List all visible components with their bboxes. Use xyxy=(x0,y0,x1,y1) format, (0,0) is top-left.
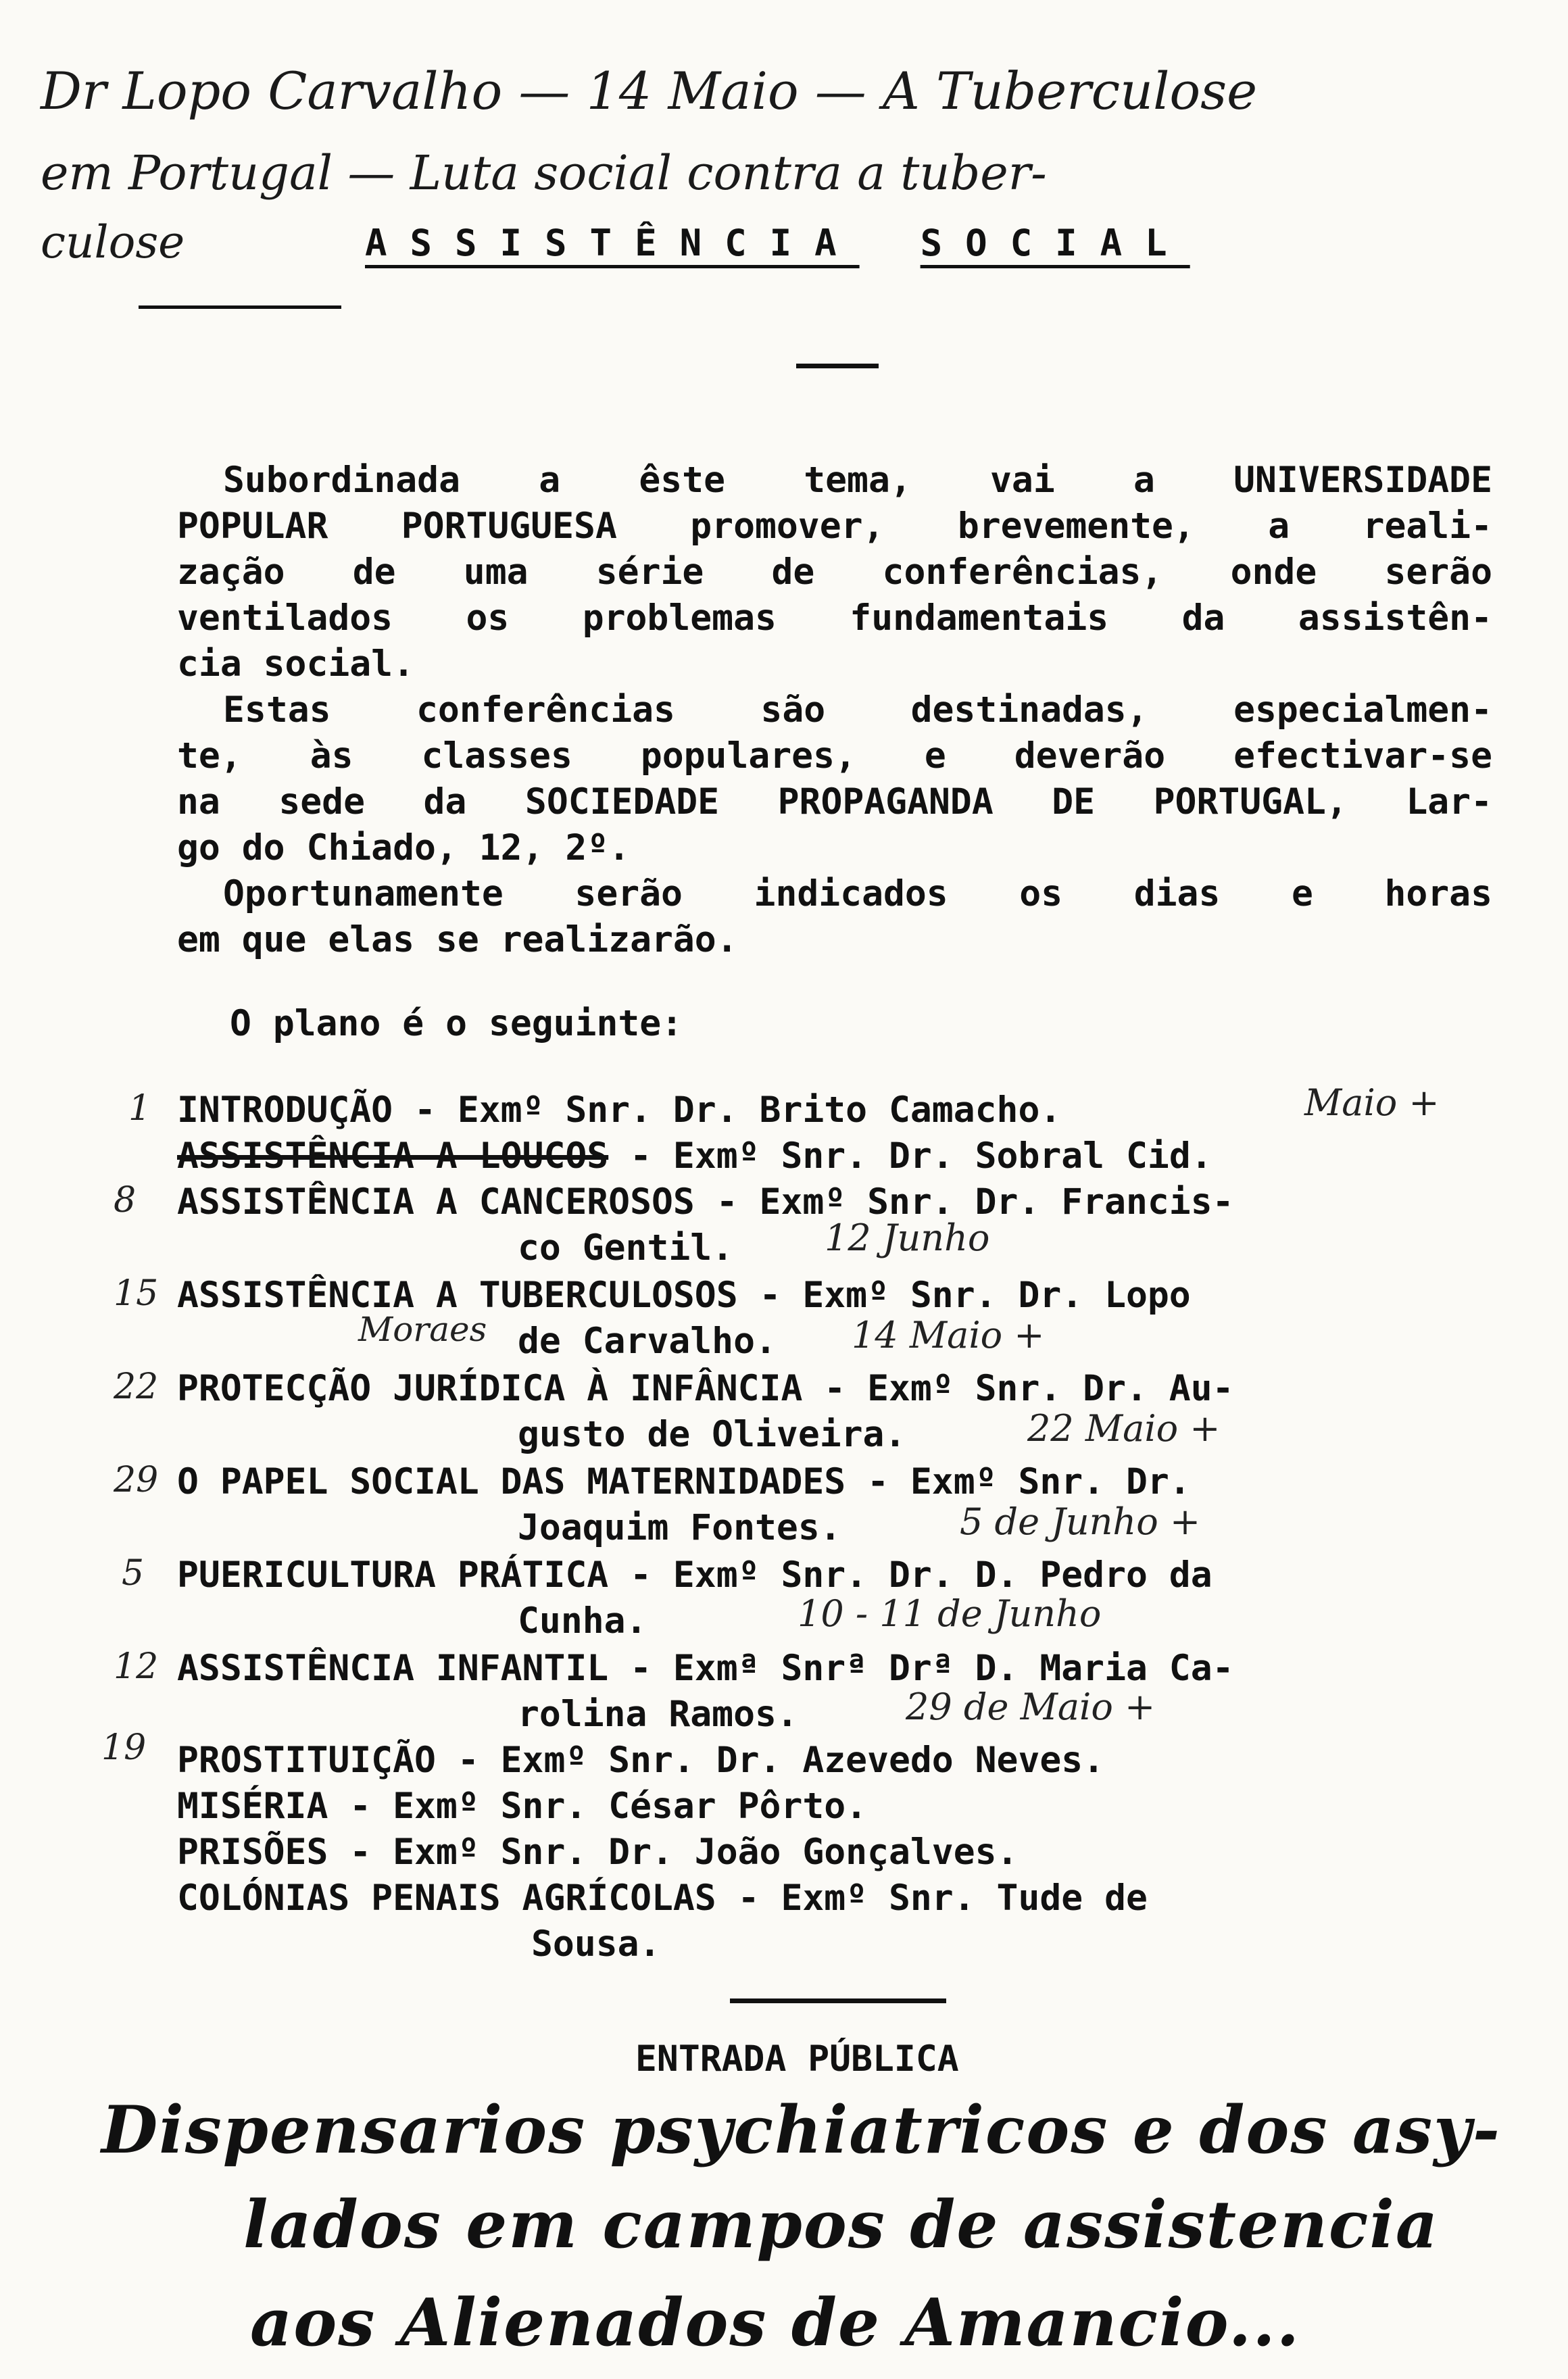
plan-item-continuation: rolina Ramos. xyxy=(518,1694,798,1735)
plan-number: 5 xyxy=(122,1553,145,1594)
plan-date-note: 14 Maio + xyxy=(852,1314,1045,1356)
struck-text: ASSISTÊNCIA A LOUCOS xyxy=(177,1135,609,1177)
intro-line: te, às classes populares, e deverão efectivar-se xyxy=(177,735,1492,777)
footer-divider xyxy=(730,1998,946,2003)
plan-date-note: 10 - 11 de Junho xyxy=(798,1592,1102,1635)
intro-line: Subordinada a êste tema, vai a UNIVERSIDADE xyxy=(223,460,1492,501)
plan-date-note: 29 de Maio + xyxy=(906,1686,1156,1728)
plan-item-speaker: - Exmº Snr. Dr. Sobral Cid. xyxy=(608,1135,1212,1177)
plan-number: 15 xyxy=(114,1273,159,1314)
handwritten-note-line-2: em Portugal — Luta social contra a tuber- xyxy=(41,145,1047,201)
plan-item-title: O PAPEL SOCIAL DAS MATERNIDADES - Exmº Snr. Dr. xyxy=(177,1461,1191,1502)
plan-item-continuation: Cunha. xyxy=(518,1600,647,1642)
handwritten-footer-line-3: aos Alienados de Amancio... xyxy=(250,2284,1301,2361)
title-divider xyxy=(796,364,879,368)
plan-item-title: ASSISTÊNCIA INFANTIL - Exmª Snrª Drª D. Maria Ca- xyxy=(177,1648,1234,1689)
plan-item-title: PROTECÇÃO JURÍDICA À INFÂNCIA - Exmº Snr. Dr. Au- xyxy=(177,1368,1234,1409)
plan-number: 29 xyxy=(114,1460,159,1500)
intro-line: POPULAR PORTUGUESA promover, brevemente, a reali- xyxy=(177,506,1492,547)
plan-number: 8 xyxy=(114,1180,137,1221)
plan-item-continuation: gusto de Oliveira. xyxy=(518,1414,906,1455)
plan-item-title: PRISÕES - Exmº Snr. Dr. João Gonçalves. xyxy=(177,1832,1019,1873)
plan-correction-note: Moraes xyxy=(358,1310,487,1349)
note-underline xyxy=(139,305,341,309)
intro-line: zação de uma série de conferências, onde serão xyxy=(177,551,1492,593)
title-part-2: SOCIAL xyxy=(920,222,1190,264)
page-title xyxy=(365,222,1190,264)
handwritten-note-line-1: Dr Lopo Carvalho — 14 Maio — A Tuberculose xyxy=(41,61,1258,121)
plan-item-title: MISÉRIA - Exmº Snr. César Pôrto. xyxy=(177,1786,868,1827)
plan-item-continuation: co Gentil. xyxy=(518,1227,734,1269)
plan-date-note: 12 Junho xyxy=(825,1217,990,1259)
plan-item-continuation: Joaquim Fontes. xyxy=(518,1507,841,1548)
plan-date-note: Maio + xyxy=(1304,1081,1440,1124)
plan-number: 1 xyxy=(128,1088,151,1129)
intro-line: go do Chiado, 12, 2º. xyxy=(177,827,631,868)
plan-item-title: ASSISTÊNCIA A TUBERCULOSOS - Exmº Snr. Dr. Lopo xyxy=(177,1275,1191,1316)
intro-line: cia social. xyxy=(177,643,414,685)
plan-item-title xyxy=(177,1134,1212,1179)
plan-intro: O plano é o seguinte: xyxy=(230,1003,683,1044)
plan-number: 22 xyxy=(114,1367,159,1407)
plan-item-title: ASSISTÊNCIA A CANCEROSOS - Exmº Snr. Dr. Francis- xyxy=(177,1181,1234,1223)
plan-number: 19 xyxy=(101,1727,147,1768)
plan-item-continuation: Sousa. xyxy=(531,1923,661,1965)
handwritten-footer-line-2: lados em campos de assistencia xyxy=(243,2186,1440,2263)
plan-item-title: INTRODUÇÃO - Exmº Snr. Dr. Brito Camacho. xyxy=(177,1089,1062,1131)
handwritten-footer-line-1: Dispensarios psychiatricos e dos asy- xyxy=(101,2092,1501,2168)
plan-number: 12 xyxy=(114,1646,159,1687)
footer-label: ENTRADA PÚBLICA xyxy=(635,2038,959,2080)
plan-item-continuation: de Carvalho. xyxy=(518,1321,777,1362)
plan-date-note: 22 Maio + xyxy=(1027,1407,1221,1450)
plan-item-title: COLÓNIAS PENAIS AGRÍCOLAS - Exmº Snr. Tude de xyxy=(177,1878,1148,1919)
intro-line: em que elas se realizarão. xyxy=(177,919,738,960)
intro-line: ventilados os problemas fundamentais da assistên- xyxy=(177,597,1492,639)
intro-line: na sede da SOCIEDADE PROPAGANDA DE PORTUGAL, Lar- xyxy=(177,781,1492,823)
intro-line: Estas conferências são destinadas, especialmen- xyxy=(223,689,1492,731)
plan-item-title: PUERICULTURA PRÁTICA - Exmº Snr. Dr. D. Pedro da xyxy=(177,1554,1212,1596)
handwritten-note-line-3: culose xyxy=(41,216,185,268)
plan-item-title: PROSTITUIÇÃO - Exmº Snr. Dr. Azevedo Neves. xyxy=(177,1740,1105,1781)
intro-line: Oportunamente serão indicados os dias e horas xyxy=(223,873,1492,914)
plan-date-note: 5 de Junho + xyxy=(960,1500,1201,1543)
title-part-1: ASSISTÊNCIA xyxy=(365,222,860,264)
